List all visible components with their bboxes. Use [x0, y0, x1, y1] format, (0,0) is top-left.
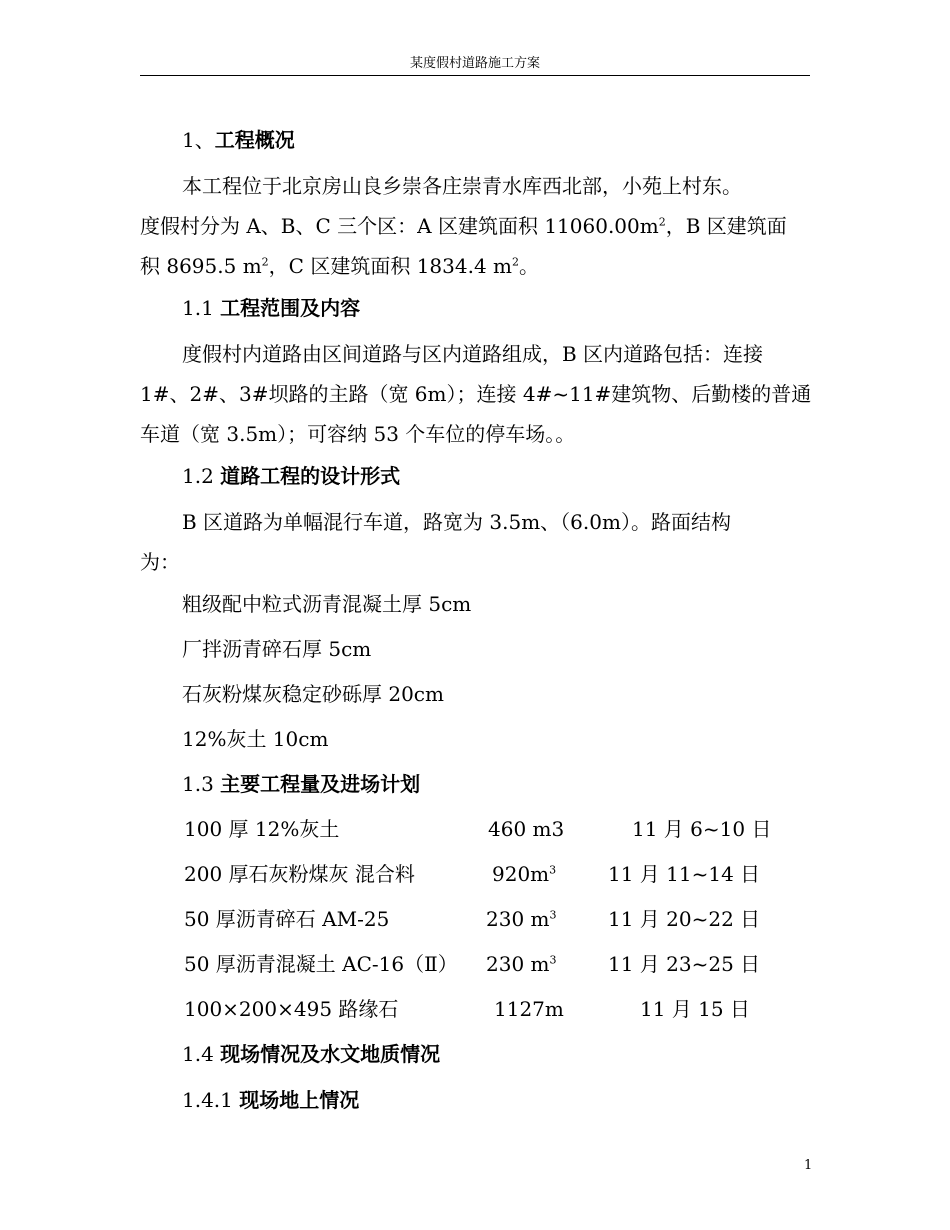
quantity-row — [0, 815, 950, 843]
quantity-amount: 230 $m^3$ — [486, 952, 557, 976]
quantity-amount: 460 m3 — [488, 817, 565, 841]
layer-item: 厂拌沥青碎石厚 5cm — [182, 637, 372, 661]
layer-item: 粗级配中粒式沥青混凝土厚 5cm — [182, 592, 472, 616]
running-header: 某度假村道路施工方案 — [409, 56, 540, 71]
section-heading-1-4-1 — [182, 1086, 359, 1114]
section-number: 1.4 — [182, 1042, 221, 1066]
quantity-item: 100×200×495 路缘石 — [184, 997, 399, 1021]
layer-item: 石灰粉煤灰稳定砂砾厚 20cm — [182, 682, 444, 706]
superscript: 2 — [512, 255, 519, 269]
section-title: 现场地上情况 — [239, 1088, 360, 1112]
quantity-date: 11 月 23~25 日 — [608, 952, 761, 976]
section-heading-1-4 — [182, 1040, 440, 1068]
paragraph-line: 度假村分为 A、B、C 三个区：A 区建筑面积 $11060.00m^2$，B 区建筑面 — [140, 214, 787, 238]
superscript: 2 — [261, 255, 269, 269]
quantity-date: 11 月 15 日 — [640, 997, 750, 1021]
superscript: 3 — [549, 953, 557, 967]
quantity-date: 11 月 20~22 日 — [608, 907, 761, 931]
paragraph-line: B 区道路为单幅混行车道，路宽为 3.5m、（6.0m）。路面结构 — [182, 510, 731, 534]
paragraph-design — [140, 502, 810, 582]
paragraph-scope — [140, 334, 810, 454]
header-rule — [140, 75, 810, 76]
quantity-date: 11 月 11~14 日 — [608, 862, 761, 886]
quantity-date: 11 月 6~10 日 — [632, 817, 772, 841]
paragraph-line: 车道（宽 3.5m）；可容纳 53 个车位的停车场。。 — [140, 422, 576, 446]
section-number: 1.3 — [182, 772, 221, 796]
paragraph-line: 积 8695.5 $m^2$，C 区建筑面积 1834.4 $m^2$。 — [140, 254, 539, 278]
quantity-item: 100 厚 12%灰土 — [184, 817, 340, 841]
quantity-item: 200 厚石灰粉煤灰 混合料 — [184, 862, 415, 886]
quantity-amount: $920m^3$ — [492, 862, 557, 886]
paragraph-line: 本工程位于北京房山良乡崇各庄崇青水库西北部，小苑上村东。 — [182, 174, 742, 198]
quantity-row — [0, 995, 950, 1023]
quantity-item: 50 厚沥青混凝土 AC-16（Ⅱ） — [184, 952, 458, 976]
section-title: 工程概况 — [214, 128, 295, 152]
paragraph-overview — [140, 166, 810, 286]
section-title: 工程范围及内容 — [220, 296, 361, 320]
section-number: 1.2 — [182, 464, 221, 488]
quantity-row — [0, 950, 950, 978]
section-title: 现场情况及水文地质情况 — [220, 1042, 441, 1066]
section-title: 主要工程量及进场计划 — [220, 772, 421, 796]
paragraph-line: 度假村内道路由区间道路与区内道路组成，B 区内道路包括：连接 — [182, 342, 764, 366]
superscript: 3 — [549, 908, 557, 922]
superscript: 2 — [658, 215, 666, 229]
quantity-item: 50 厚沥青碎石 AM-25 — [184, 907, 390, 931]
page-number: 1 — [804, 1158, 813, 1173]
section-number: 1.1 — [182, 296, 221, 320]
paragraph-line: 为： — [140, 550, 180, 574]
section-heading-1-3 — [182, 770, 420, 798]
superscript: 3 — [549, 863, 557, 877]
section-heading-1-2 — [182, 462, 400, 490]
quantity-amount: 1127m — [494, 997, 564, 1021]
section-heading-1 — [182, 126, 295, 154]
paragraph-line: 1#、2#、3#坝路的主路（宽 6m）；连接 4#~11#建筑物、后勤楼的普通 — [140, 382, 812, 406]
layer-item: 12%灰土 10cm — [182, 727, 329, 751]
section-number: 1、 — [182, 128, 215, 152]
quantity-row — [0, 905, 950, 933]
quantity-amount: 230 $m^3$ — [486, 907, 557, 931]
section-heading-1-1 — [182, 294, 360, 322]
section-number: 1.4.1 — [182, 1088, 240, 1112]
quantity-row — [0, 860, 950, 888]
section-title: 道路工程的设计形式 — [220, 464, 401, 488]
